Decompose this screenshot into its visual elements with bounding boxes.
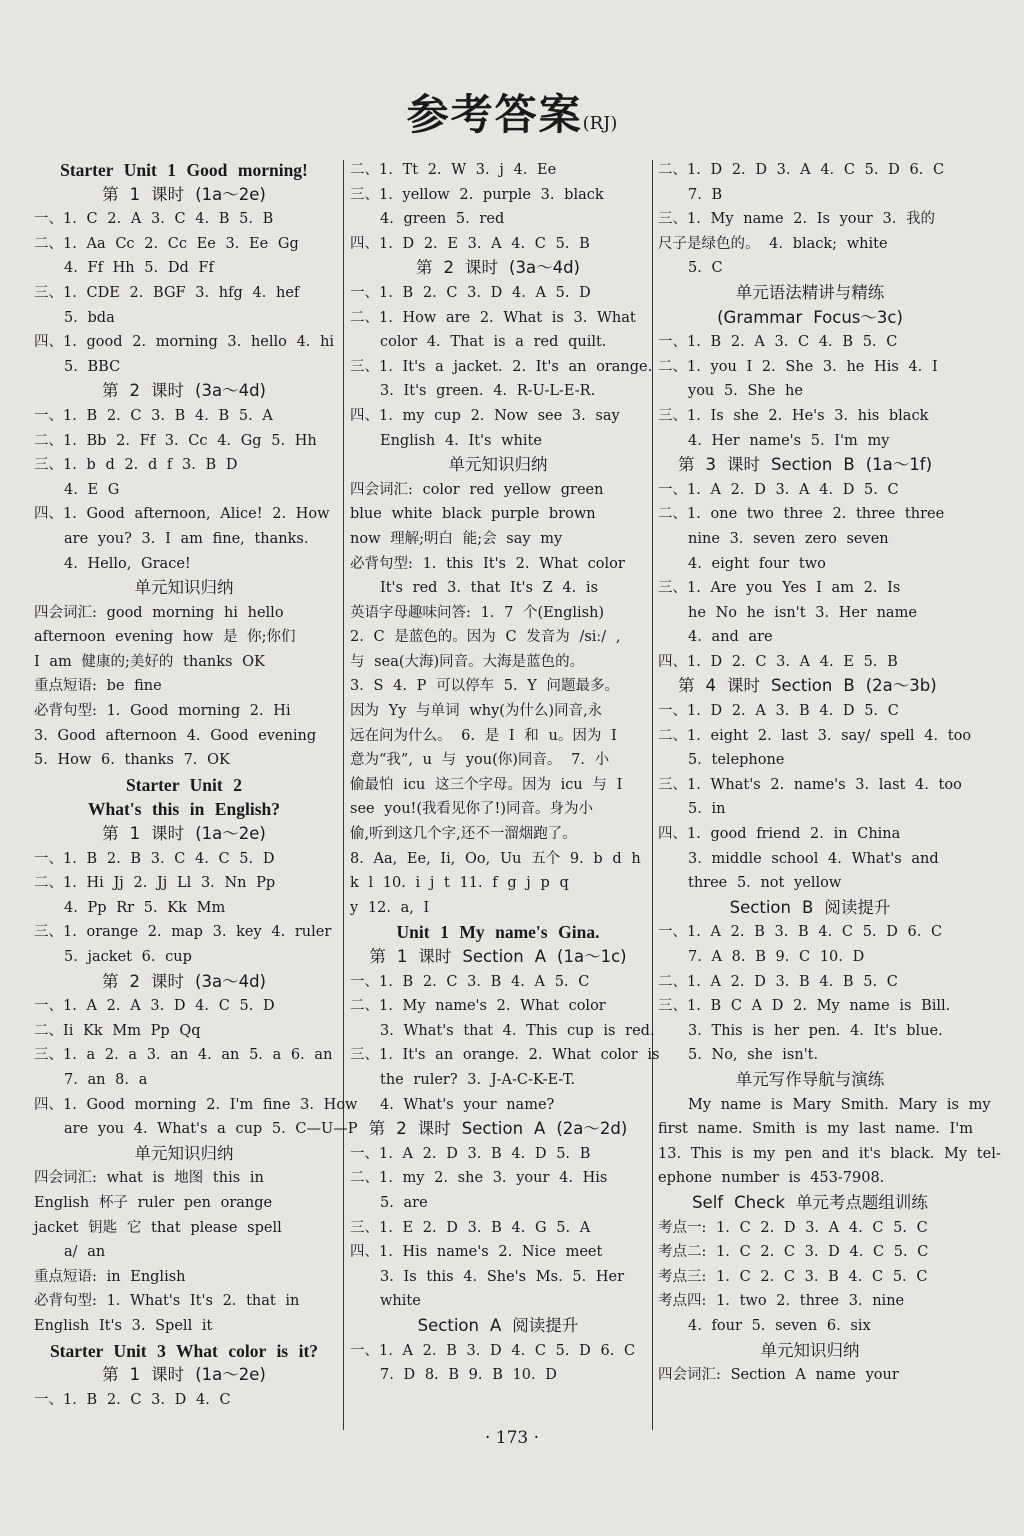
section-heading: Unit 1 My name's Gina. bbox=[396, 922, 600, 943]
answer-line: 4. E G bbox=[64, 481, 120, 498]
answer-column-1 bbox=[34, 158, 358, 1412]
answer-line: 7. D 8. B 9. B 10. D bbox=[380, 1367, 557, 1384]
answer-line: color 4. That is a red quilt. bbox=[380, 334, 607, 351]
answer-line: 二、Ii Kk Mm Pp Qq bbox=[34, 1022, 201, 1039]
subsection-heading: 单元语法精讲与精练 bbox=[735, 282, 885, 302]
answer-line: 三、1. Is she 2. He's 3. his black bbox=[658, 407, 929, 424]
answer-line: 一、1. B 2. C 3. B 4. B 5. A bbox=[34, 407, 273, 424]
subsection-heading: 第 1 课时 Section A (1a～1c) bbox=[369, 947, 627, 966]
answer-line: 二、1. eight 2. last 3. say/ spell 4. too bbox=[658, 727, 972, 744]
answer-line: 4. Hello, Grace! bbox=[64, 555, 191, 572]
answer-line: 偷最怕 icu 这三个字母。因为 icu 与 I bbox=[350, 776, 623, 793]
answer-line: a/ an bbox=[64, 1244, 106, 1261]
answer-line: 5. telephone bbox=[688, 752, 785, 769]
column-divider bbox=[343, 160, 344, 1430]
answer-line: 一、1. A 2. A 3. D 4. C 5. D bbox=[34, 998, 275, 1015]
answer-line: 二、1. How are 2. What is 3. What bbox=[350, 309, 636, 326]
answer-line: It's red 3. that It's Z 4. is bbox=[380, 580, 599, 597]
answer-line: 四会词汇: what is 地图 this in bbox=[34, 1170, 264, 1187]
answer-line: 意为“我”, u 与 you(你)同音。 7. 小 bbox=[350, 752, 610, 769]
answer-line: 二、1. one two three 2. three three bbox=[658, 506, 945, 523]
section-heading: Starter Unit 1 Good morning! bbox=[60, 160, 308, 180]
answer-line: nine 3. seven zero seven bbox=[688, 530, 889, 547]
answer-line: 一、1. B 2. C 3. D 4. A 5. D bbox=[350, 284, 591, 301]
answer-line: 三、1. b d 2. d f 3. B D bbox=[34, 457, 238, 474]
subsection-heading: Section A 阅读提升 bbox=[417, 1315, 579, 1335]
answer-line: 四、1. D 2. C 3. A 4. E 5. B bbox=[658, 653, 898, 670]
answer-line: 一、1. A 2. B 3. D 4. C 5. D 6. C bbox=[350, 1342, 636, 1359]
answer-line: 3. This is her pen. 4. It's blue. bbox=[688, 1022, 943, 1039]
answer-line: 四、1. good friend 2. in China bbox=[658, 826, 901, 843]
answer-line: 必背句型: 1. What's It's 2. that in bbox=[34, 1293, 300, 1310]
answer-line: 四、1. His name's 2. Nice meet bbox=[350, 1244, 603, 1261]
answer-line: 一、1. B 2. A 3. C 4. B 5. C bbox=[658, 334, 898, 351]
answer-line: 三、1. B C A D 2. My name is Bill. bbox=[658, 998, 951, 1015]
answer-line: 四、1. Good afternoon, Alice! 2. How bbox=[34, 506, 330, 523]
answer-line: 4. and are bbox=[688, 629, 773, 646]
answer-line: 三、1. It's an orange. 2. What color is bbox=[350, 1047, 660, 1064]
answer-line: 二、1. Aa Cc 2. Cc Ee 3. Ee Gg bbox=[34, 235, 299, 252]
answer-line: 7. A 8. B 9. C 10. D bbox=[688, 949, 865, 965]
answer-line: the ruler? 3. J-A-C-K-E-T. bbox=[380, 1071, 575, 1088]
answer-line: 一、1. A 2. D 3. A 4. D 5. C bbox=[658, 481, 899, 498]
answer-line: 必背句型: 1. Good morning 2. Hi bbox=[34, 703, 291, 720]
answer-line: 三、1. yellow 2. purple 3. black bbox=[350, 186, 604, 203]
answer-line: 4. What's your name? bbox=[380, 1096, 555, 1113]
answer-line: 5. in bbox=[688, 801, 726, 818]
answer-line: 3. What's that 4. This cup is red. bbox=[380, 1022, 655, 1039]
answer-line: 考点四: 1. two 2. three 3. nine bbox=[658, 1293, 905, 1310]
answer-line: 4. Pp Rr 5. Kk Mm bbox=[64, 899, 226, 916]
subsection-heading: 第 1 课时 (1a～2e) bbox=[102, 1365, 266, 1385]
answer-line: 四会词汇: color red yellow green bbox=[350, 481, 604, 498]
answer-line: 二、1. you I 2. She 3. he His 4. I bbox=[658, 358, 938, 375]
answer-line: 四、1. good 2. morning 3. hello 4. hi bbox=[34, 334, 335, 351]
answer-line: y 12. a, I bbox=[350, 899, 430, 916]
answer-line: 三、1. orange 2. map 3. key 4. ruler bbox=[34, 924, 332, 941]
answer-line: 二、1. Tt 2. W 3. j 4. Ee bbox=[350, 162, 557, 178]
section-heading: What's this in English? bbox=[88, 799, 280, 820]
subsection-heading: (Grammar Focus～3c) bbox=[717, 307, 903, 327]
answer-line: 一、1. A 2. D 3. B 4. D 5. B bbox=[350, 1145, 591, 1162]
answer-line: ephone number is 453-7908. bbox=[658, 1170, 885, 1187]
answer-line: 必背句型: 1. this It's 2. What color bbox=[350, 555, 625, 572]
column-divider bbox=[652, 160, 653, 1430]
page-title-main: 参考答案 bbox=[406, 90, 583, 139]
answer-line: My name is Mary Smith. Mary is my bbox=[688, 1096, 991, 1113]
answer-line: 二、1. My name's 2. What color bbox=[350, 998, 606, 1015]
answer-line: see you!(我看见你了!)同音。身为小 bbox=[350, 801, 594, 818]
subsection-heading: Section B 阅读提升 bbox=[729, 897, 891, 917]
answer-line: 重点短语: in English bbox=[34, 1268, 186, 1285]
answer-line: 13. This is my pen and it's black. My tel- bbox=[658, 1145, 1001, 1162]
subsection-heading: 第 2 课时 (3a～4d) bbox=[101, 381, 266, 401]
answer-line: 考点三: 1. C 2. C 3. B 4. C 5. C bbox=[658, 1268, 928, 1285]
answer-line: first name. Smith is my last name. I'm bbox=[658, 1121, 974, 1138]
answer-line: 四会词汇: Section A name your bbox=[658, 1367, 899, 1384]
subsection-heading: 第 4 课时 Section B (2a～3b) bbox=[678, 676, 937, 696]
answer-line: 2. C 是蓝色的。因为 C 发音为 /siː/ , bbox=[350, 629, 621, 646]
answer-line: 尺子是绿色的。 4. black; white bbox=[658, 235, 888, 252]
answer-line: now 理解;明白 能;会 say my bbox=[350, 530, 563, 547]
answer-line: 3. S 4. P 可以停车 5. Y 问题最多。 bbox=[350, 678, 620, 695]
answer-line: 一、1. D 2. A 3. B 4. D 5. C bbox=[658, 703, 899, 720]
subsection-heading: 单元知识归纳 bbox=[448, 455, 548, 475]
answer-line: he No he isn't 3. Her name bbox=[688, 604, 917, 621]
answer-line: three 5. not yellow bbox=[688, 875, 842, 892]
section-heading: Starter Unit 2 bbox=[126, 774, 242, 795]
answer-line: 三、1. What's 2. name's 3. last 4. too bbox=[658, 776, 962, 793]
subsection-heading: 单元写作导航与演练 bbox=[735, 1069, 885, 1089]
answer-line: k l 10. i j t 11. f g j p q bbox=[350, 875, 569, 892]
answer-line: 5. are bbox=[380, 1194, 428, 1211]
subsection-heading: 第 2 课时 (3a～4d) bbox=[415, 258, 580, 278]
answer-line: 四、1. Good morning 2. I'm fine 3. How bbox=[34, 1096, 358, 1113]
answer-line: 考点二: 1. C 2. C 3. D 4. C 5. C bbox=[658, 1244, 929, 1261]
answer-line: 3. It's green. 4. R-U-L-E-R. bbox=[380, 383, 596, 400]
answer-column-2 bbox=[350, 158, 660, 1388]
page-number: · 173 · bbox=[484, 1428, 540, 1448]
subsection-heading: 单元知识归纳 bbox=[134, 578, 234, 598]
answer-line: 三、1. E 2. D 3. B 4. G 5. A bbox=[350, 1219, 591, 1236]
answer-column-3 bbox=[658, 158, 1001, 1388]
answer-line: 因为 Yy 与单词 why(为什么)同音,永 bbox=[350, 703, 603, 720]
answer-line: 二、1. Hi Jj 2. Jj Ll 3. Nn Pp bbox=[34, 875, 276, 892]
answer-line: I am 健康的;美好的 thanks OK bbox=[34, 653, 265, 670]
answer-line: 4. Ff Hh 5. Dd Ff bbox=[64, 260, 214, 277]
answer-line: 3. Good afternoon 4. Good evening bbox=[34, 727, 317, 744]
answer-line: 四、1. D 2. E 3. A 4. C 5. B bbox=[350, 235, 590, 252]
page-title-suffix: (RJ) bbox=[582, 113, 618, 134]
answer-line: 4. eight four two bbox=[688, 555, 826, 572]
answer-line: English It's 3. Spell it bbox=[34, 1317, 213, 1334]
answer-line: 二、1. D 2. D 3. A 4. C 5. D 6. C bbox=[658, 162, 945, 178]
answer-line: 与 sea(大海)同音。大海是蓝色的。 bbox=[350, 653, 585, 670]
answer-line: 3. Is this 4. She's Ms. 5. Her bbox=[380, 1268, 625, 1285]
answer-line: 4. green 5. red bbox=[380, 211, 505, 228]
answer-line: 4. Her name's 5. I'm my bbox=[688, 432, 890, 449]
answer-line: 5. jacket 6. cup bbox=[64, 949, 192, 965]
subsection-heading: 第 1 课时 (1a～2e) bbox=[102, 184, 266, 204]
answer-line: 7. an 8. a bbox=[64, 1071, 148, 1088]
answer-line: 5. How 6. thanks 7. OK bbox=[34, 752, 230, 769]
answer-line: 二、1. my 2. she 3. your 4. His bbox=[350, 1170, 608, 1187]
answer-line: 考点一: 1. C 2. D 3. A 4. C 5. C bbox=[658, 1219, 928, 1236]
answer-line: 英语字母趣味问答: 1. 7 个(English) bbox=[350, 604, 605, 621]
answer-line: 7. B bbox=[688, 186, 723, 203]
answer-line: 二、1. A 2. D 3. B 4. B 5. C bbox=[658, 973, 898, 990]
answer-line: 一、1. C 2. A 3. C 4. B 5. B bbox=[34, 211, 274, 228]
answer-line: blue white black purple brown bbox=[350, 506, 596, 523]
answer-line: 4. four 5. seven 6. six bbox=[688, 1317, 871, 1334]
answer-line: 四会词汇: good morning hi hello bbox=[34, 604, 284, 621]
subsection-heading: 第 1 课时 (1a～2e) bbox=[102, 824, 266, 844]
answer-line: are you 4. What's a cup 5. C—U—P bbox=[64, 1121, 358, 1138]
answer-line: 3. middle school 4. What's and bbox=[688, 850, 939, 867]
page-title bbox=[0, 82, 1024, 142]
answer-line: white bbox=[380, 1293, 421, 1310]
section-heading: Starter Unit 3 What color is it? bbox=[49, 1340, 319, 1361]
answer-line: 重点短语: be fine bbox=[34, 678, 162, 695]
subsection-heading: 单元知识归纳 bbox=[134, 1143, 234, 1163]
subsection-heading: 第 2 课时 (3a～4d) bbox=[101, 971, 266, 991]
answer-line: 5. BBC bbox=[64, 358, 121, 375]
answer-line: 四、1. my cup 2. Now see 3. say bbox=[350, 407, 620, 424]
answer-line: English 杯子 ruler pen orange bbox=[34, 1194, 273, 1211]
answer-line: 三、1. a 2. a 3. an 4. an 5. a 6. an bbox=[34, 1047, 333, 1064]
subsection-heading: 单元知识归纳 bbox=[760, 1340, 860, 1360]
answer-line: 偷,听到这几个字,还不一溜烟跑了。 bbox=[350, 826, 577, 843]
answer-line: 三、1. CDE 2. BGF 3. hfg 4. hef bbox=[34, 284, 300, 301]
answer-line: 三、1. My name 2. Is your 3. 我的 bbox=[658, 211, 936, 228]
answer-line: afternoon evening how 是 你;你们 bbox=[34, 629, 296, 646]
subsection-heading: 第 2 课时 Section A (2a～2d) bbox=[368, 1119, 628, 1139]
answer-line: 一、1. B 2. C 3. D 4. C bbox=[34, 1391, 231, 1408]
answer-line: 一、1. B 2. B 3. C 4. C 5. D bbox=[34, 850, 275, 867]
answer-line: 三、1. It's a jacket. 2. It's an orange. bbox=[350, 358, 653, 375]
answer-line: 5. No, she isn't. bbox=[688, 1047, 819, 1064]
answer-line: 5. C bbox=[688, 260, 723, 277]
answer-line: 三、1. Are you Yes I am 2. Is bbox=[658, 580, 901, 597]
answer-line: jacket 钥匙 它 that please spell bbox=[34, 1219, 282, 1236]
answer-line: 远在问为什么。 6. 是 I 和 u。因为 I bbox=[350, 727, 617, 744]
answer-line: 一、1. A 2. B 3. B 4. C 5. D 6. C bbox=[658, 924, 943, 941]
answer-line: English 4. It's white bbox=[380, 432, 542, 449]
answer-line: you 5. She he bbox=[688, 383, 803, 400]
subsection-heading: Self Check 单元考点题组训练 bbox=[692, 1192, 928, 1212]
answer-line: are you? 3. I am fine, thanks. bbox=[64, 530, 309, 547]
answer-line: 5. bda bbox=[64, 309, 115, 326]
answer-line: 8. Aa, Ee, Ii, Oo, Uu 五个 9. b d h bbox=[350, 850, 641, 867]
answer-line: 二、1. Bb 2. Ff 3. Cc 4. Gg 5. Hh bbox=[34, 432, 317, 449]
answer-line: 一、1. B 2. C 3. B 4. A 5. C bbox=[350, 973, 590, 990]
subsection-heading: 第 3 课时 Section B (1a～1f) bbox=[678, 455, 933, 475]
